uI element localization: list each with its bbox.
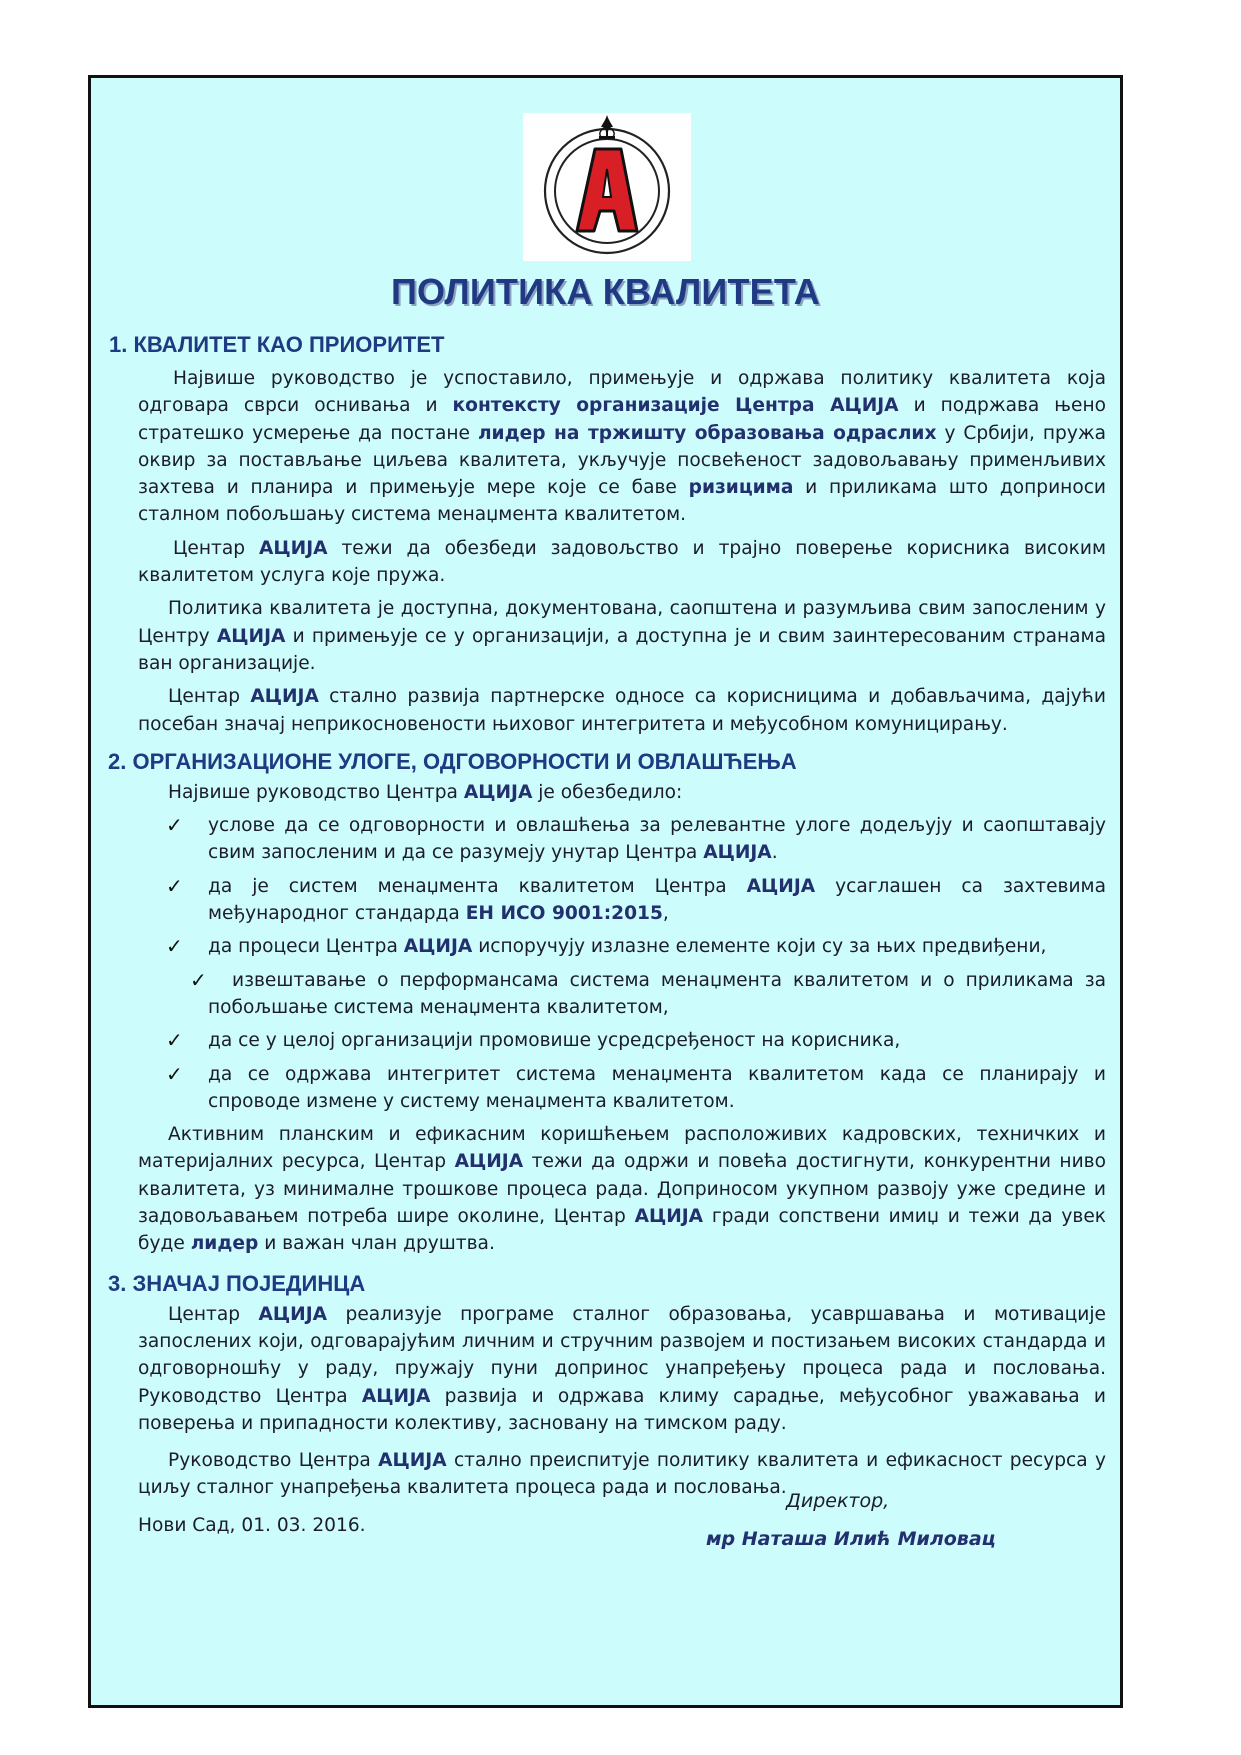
text: усаглашен са захтевима међународног стандарда [208, 875, 1106, 925]
bold-text: АЦИЈА [634, 1206, 704, 1228]
text: је обезбедило: [532, 781, 683, 803]
section-3-heading: 3. ЗНАЧАЈ ПОЈЕДИНЦА [108, 1270, 366, 1296]
text: и подржава њено стратешко усмерење да постане [138, 395, 1106, 444]
list-item [156, 873, 1106, 928]
check-icon: ✓ [166, 1028, 183, 1053]
text: Политика квалитета је доступна, документована, саопштена и разумљива свим запосленим у Центру [138, 598, 1106, 647]
text: и приликама што доприноси сталном побољшању система менаџмента квалитетом. [138, 477, 1106, 526]
section-1-heading: 1. КВАЛИТЕТ КАО ПРИОРИТЕТ [109, 332, 445, 357]
text: у Србији, пружа оквир за постављање циљева квалитета, укључује посвећеност задовољавању применљивих захтева и планира и примењује мере које се баве [138, 422, 1106, 499]
bold-text: АЦИЈА [746, 875, 816, 897]
section-2-heading: 2. ОРГАНИЗАЦИОНЕ УЛОГЕ, ОДГОВОРНОСТИ И ОВЛАШЋЕЊА [108, 748, 797, 774]
text: стално развија партнерске односе са корисницима и добављачима, дајући посебан значај неприкосновености њиховог интегритета и међусобном комуницирању. [138, 686, 1106, 735]
text: гради сопствени имиџ и тежи да увек буде [138, 1206, 1107, 1255]
bold-text: АЦИЈА [259, 537, 328, 559]
text: Руководство Центра [168, 1450, 379, 1472]
list-item [156, 933, 1106, 960]
text: Највише руководство је успоставило, примењује и одржава политику квалитета која одговара сврси оснивања и [138, 368, 1106, 417]
acija-logo [523, 113, 691, 261]
signature-role: Директор, [786, 1490, 890, 1512]
text: развија и одржава климу сарадње, међусобног уважавања и поверења и припадности колективу, засновану на тимском раду. [138, 1385, 1106, 1434]
responsibility-list [156, 812, 1106, 1115]
text: да се у целој организацији промовише усредсређеност на корисника, [208, 1030, 901, 1052]
section-1-paragraph-3 [138, 595, 1106, 677]
text: да се одржава интегритет система менаџмента квалитетом када се планирају и спроводе измене у систему менаџмента квалитетом. [208, 1063, 1106, 1112]
policy-content [108, 331, 1106, 1539]
check-icon: ✓ [166, 1061, 183, 1086]
text: да је систем менаџмента квалитетом Центра [208, 875, 747, 897]
text: и важан члан друштва. [258, 1233, 495, 1255]
bold-text: АЦИЈА [258, 1303, 328, 1325]
text: стално преиспитује политику квалитета и ефикасност ресурса у циљу сталног унапређења квалитета процеса рада и пословања. [138, 1450, 1106, 1499]
text: , [662, 903, 669, 925]
section-1-paragraph-2 [138, 535, 1106, 590]
bold-text: АЦИЈА [703, 842, 772, 864]
text: извештавање о перформансама система менаџмента квалитетом и о приликама за побољшање система менаџмента квалитетом, [208, 969, 1106, 1018]
bold-text: АЦИЈА [250, 686, 319, 708]
text: и примењује се у организацији, а доступна је и свим заинтересованим странама ван организације. [138, 625, 1106, 674]
bold-text: АЦИЈА [361, 1385, 431, 1407]
list-item [156, 1027, 1106, 1054]
list-item [156, 1061, 1106, 1116]
section-3-paragraph-2 [138, 1447, 1106, 1502]
text: тежи да обезбеди задовољство и трајно поверење корисника високим квалитетом услуга које пружа. [138, 537, 1106, 587]
check-icon: ✓ [166, 934, 183, 959]
bold-text: ЕН ИСО 9001:2015 [465, 903, 663, 925]
text: Највише руководство Центра [168, 781, 464, 803]
logo-graphic [523, 113, 691, 261]
text: да процеси Центра [208, 936, 404, 958]
bold-text: лидер [190, 1233, 259, 1255]
bold-text: ризицима [688, 477, 794, 499]
text: Центар [168, 1303, 259, 1325]
check-icon: ✓ [166, 873, 183, 898]
bold-text: АЦИЈА [216, 625, 286, 647]
text: . [771, 842, 778, 864]
section-1-paragraph-1 [138, 365, 1106, 529]
section-2-intro [138, 779, 1106, 806]
list-item [156, 967, 1106, 1022]
text: Центар [168, 686, 251, 708]
text: услове да се одговорности и овлашћења за релевантне улоге додељују и саопштавају свим запосленим и да се разумеју унутар Центра [208, 815, 1106, 864]
check-icon: ✓ [166, 813, 183, 838]
bold-text: АЦИЈА [454, 1151, 524, 1173]
list-item [156, 812, 1106, 867]
section-3-paragraph-1 [138, 1301, 1106, 1437]
section-1-paragraph-4 [138, 683, 1106, 738]
text: тежи да одржи и повећа достигнути, конкурентни ниво квалитета, уз минималне трошкове процеса рада. Доприносом укупном развоју уже средине и задовољавањем потреба шире околине, Центар [138, 1151, 1106, 1228]
bold-text: АЦИЈА [463, 781, 533, 803]
text: Активним планским и ефикасним коришћењем расположивих кадровских, техничких и материјалних ресурса, Центар [138, 1124, 1106, 1173]
text: испоручују излазне елементе који су за њих предвиђени, [472, 936, 1047, 958]
bold-text: лидер на тржишту образовања одраслих [477, 422, 937, 444]
bold-text: АЦИЈА [403, 936, 473, 958]
place-date: Нови Сад, 01. 03. 2016. [138, 1514, 366, 1536]
bold-text: АЦИЈА [378, 1450, 447, 1472]
text: Центар [173, 537, 259, 559]
text: реализује програме сталног образовања, усавршавања и мотивације запослених који, одговарајућим личним и стручним развојем и постизањем високих стандарда и одговорношћу у раду, пружају пуни допринос унапређењу процеса рада и пословања. Руководство Центра [138, 1303, 1106, 1407]
section-2-paragraph [138, 1121, 1106, 1257]
signature-name: мр Наташа Илић Миловац [706, 1528, 996, 1550]
bold-text: контексту организације Центра АЦИЈА [452, 395, 899, 417]
check-icon: ✓ [190, 967, 207, 992]
page-title: ПОЛИТИКА КВАЛИТЕТА [390, 271, 821, 312]
policy-frame [88, 75, 1123, 1708]
